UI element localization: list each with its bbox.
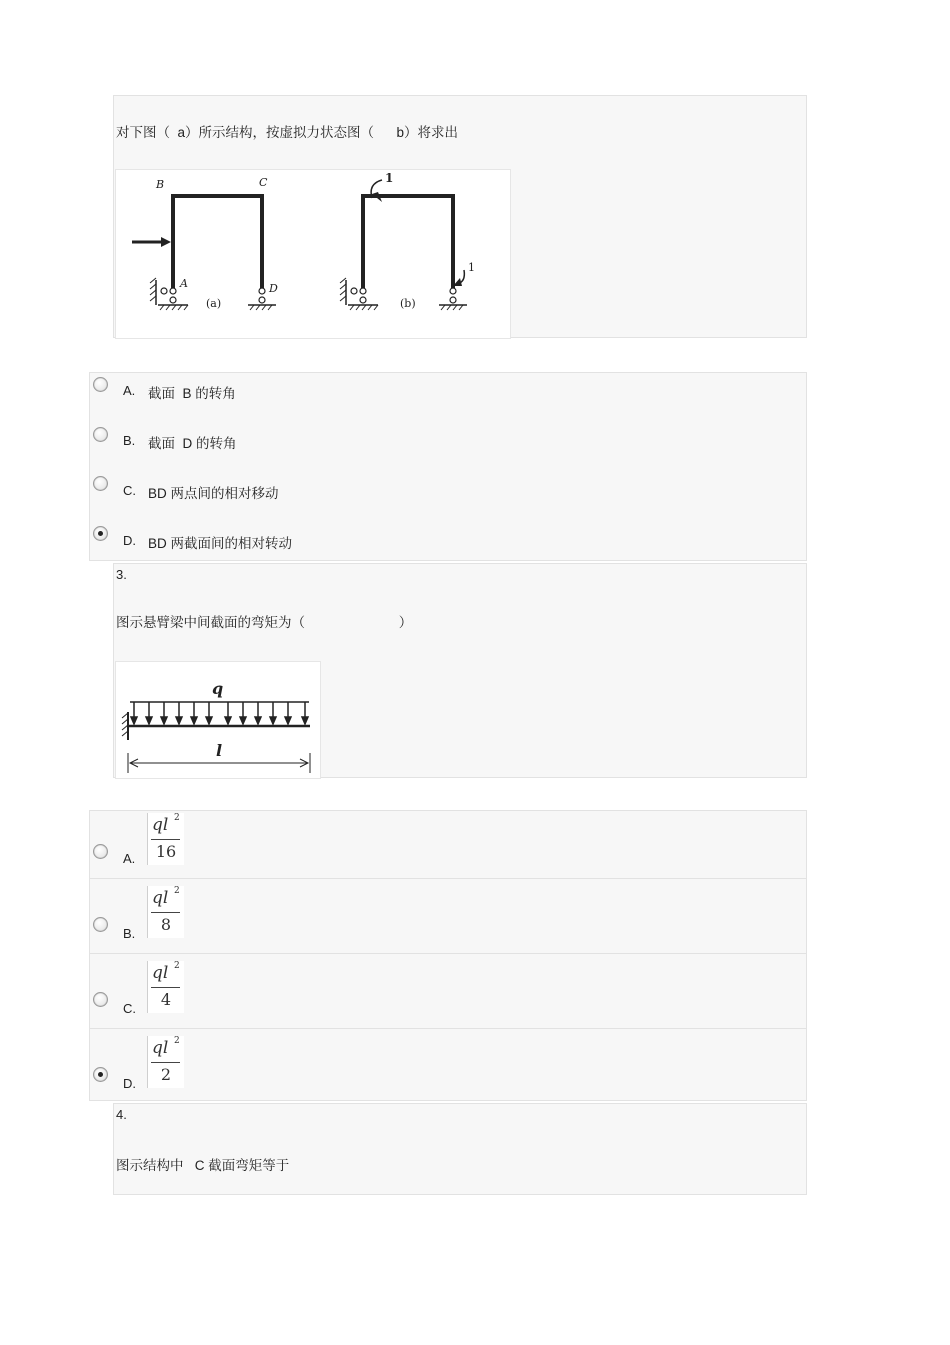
distributed-load-arrows xyxy=(131,702,308,724)
question-3-option-a[interactable] xyxy=(90,811,806,878)
fraction-bar xyxy=(151,912,180,913)
question-3-option-b[interactable] xyxy=(90,886,806,953)
option-fraction xyxy=(147,1036,184,1088)
radio-button[interactable] xyxy=(93,917,108,932)
fraction-numerator: ql xyxy=(152,1038,169,1058)
option-text: 截面 D 的转角 xyxy=(148,436,237,451)
label-B: B xyxy=(156,178,165,191)
radio-button[interactable] xyxy=(93,377,108,392)
radio-button[interactable] xyxy=(93,427,108,442)
option-fraction xyxy=(147,886,184,938)
option-letter: B. xyxy=(123,926,136,941)
divider xyxy=(90,878,806,879)
radio-button[interactable] xyxy=(93,526,108,541)
fraction-denominator: 16 xyxy=(155,842,177,861)
fraction-power: 2 xyxy=(174,886,180,896)
label-D: D xyxy=(269,282,278,295)
question-number: 3. xyxy=(116,567,127,582)
label-l: l xyxy=(216,741,223,760)
fraction-power: 2 xyxy=(174,813,180,823)
radio-button[interactable] xyxy=(93,476,108,491)
question-4-text: 图示结构中 C 截面弯矩等于 xyxy=(116,1158,290,1173)
fraction-bar xyxy=(151,839,180,840)
option-letter: D. xyxy=(123,533,136,548)
question-2-text: 对下图（ a）所示结构，按虚拟力状态图（ b）将求出 xyxy=(116,125,459,140)
label-b: (b) xyxy=(400,297,416,310)
option-text: 截面 B 的转角 xyxy=(148,386,236,401)
option-letter: A. xyxy=(123,851,136,866)
fraction-power: 2 xyxy=(174,961,180,971)
label-q: q xyxy=(212,679,224,698)
divider xyxy=(90,1028,806,1029)
fraction-numerator: ql xyxy=(152,963,169,983)
fraction-denominator: 8 xyxy=(160,915,172,934)
option-text: BD 两截面间的相对转动 xyxy=(148,536,293,551)
frame-structure-diagram xyxy=(116,170,512,340)
question-2-option-c[interactable] xyxy=(90,473,806,521)
radio-button[interactable] xyxy=(93,1067,108,1082)
radio-button[interactable] xyxy=(93,992,108,1007)
label-C: C xyxy=(259,176,268,189)
fraction-bar xyxy=(151,1062,180,1063)
option-text: BD 两点间的相对移动 xyxy=(148,486,279,501)
cantilever-beam-diagram xyxy=(116,662,322,780)
option-letter: C. xyxy=(123,483,136,498)
label-A: A xyxy=(180,277,188,290)
question-2-option-a[interactable] xyxy=(90,373,806,421)
question-2-options-panel xyxy=(89,372,807,561)
option-letter: C. xyxy=(123,1001,136,1016)
label-a: (a) xyxy=(206,297,222,310)
option-letter: A. xyxy=(123,383,136,398)
fraction-bar xyxy=(151,987,180,988)
fraction-denominator: 2 xyxy=(160,1065,172,1084)
radio-button[interactable] xyxy=(93,844,108,859)
question-2-option-d[interactable] xyxy=(90,523,806,561)
fraction-denominator: 4 xyxy=(160,990,172,1009)
question-4-stem-panel xyxy=(113,1103,807,1195)
label-one-right: 1 xyxy=(468,261,475,274)
frame-a-members xyxy=(173,196,262,288)
frame-b-members xyxy=(363,196,453,288)
question-2-figure xyxy=(115,169,511,339)
option-letter: B. xyxy=(123,433,136,448)
fraction-numerator: ql xyxy=(152,888,169,908)
fraction-numerator: ql xyxy=(152,815,169,835)
question-3-options-panel xyxy=(89,810,807,1101)
question-3-stem-panel xyxy=(113,563,807,778)
label-one-top: 1 xyxy=(385,171,394,185)
question-number: 4. xyxy=(116,1107,127,1122)
question-2-option-b[interactable] xyxy=(90,423,806,471)
fraction-power: 2 xyxy=(174,1036,180,1046)
question-3-text: 图示悬臂梁中间截面的弯矩为（ ） xyxy=(116,615,413,630)
question-3-option-c[interactable] xyxy=(90,961,806,1028)
question-3-figure xyxy=(115,661,321,779)
option-fraction xyxy=(147,961,184,1013)
question-2-stem-panel xyxy=(113,95,807,338)
divider xyxy=(90,953,806,954)
question-3-option-d[interactable] xyxy=(90,1036,806,1102)
option-fraction xyxy=(147,813,184,865)
option-letter: D. xyxy=(123,1076,136,1091)
